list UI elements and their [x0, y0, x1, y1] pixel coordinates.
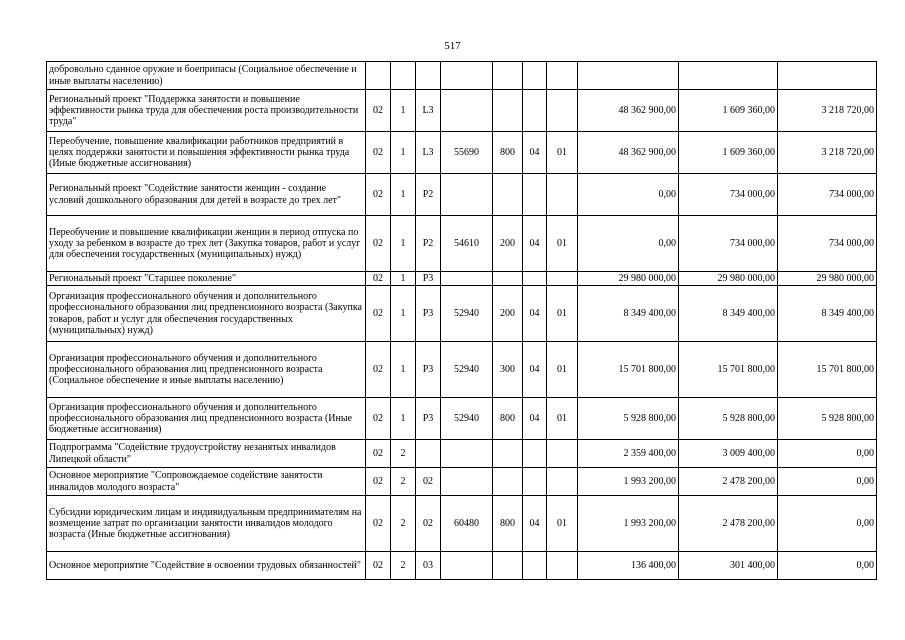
amount-year-3-cell: 0,00: [778, 496, 877, 552]
program-code-cell: 02: [366, 398, 391, 440]
subprogram-code-cell: 1: [391, 216, 416, 272]
expense-type-cell: [493, 468, 523, 496]
subsection-cell: 01: [547, 496, 578, 552]
event-code-cell: [416, 440, 441, 468]
amount-year-2-cell: 301 400,00: [679, 552, 778, 580]
direction-code-cell: 54610: [441, 216, 493, 272]
section-cell: [523, 468, 547, 496]
expense-type-cell: [493, 440, 523, 468]
subprogram-code-cell: 1: [391, 272, 416, 286]
event-code-cell: P3: [416, 342, 441, 398]
row-name-cell: Региональный проект "Содействие занятости женщин - создание условий дошкольного образования для детей в возрасте до трех лет": [47, 174, 366, 216]
page-number: 517: [444, 40, 461, 52]
amount-year-1-cell: 29 980 000,00: [578, 272, 679, 286]
amount-year-1-cell: 1 993 200,00: [578, 496, 679, 552]
subprogram-code-cell: 2: [391, 552, 416, 580]
expense-type-cell: 800: [493, 398, 523, 440]
expense-type-cell: 300: [493, 342, 523, 398]
row-name-cell: Основное мероприятие "Сопровождаемое содействие занятости инвалидов молодого возраста": [47, 468, 366, 496]
program-code-cell: 02: [366, 90, 391, 132]
amount-year-3-cell: 8 349 400,00: [778, 286, 877, 342]
direction-code-cell: [441, 174, 493, 216]
expense-type-cell: [493, 62, 523, 90]
amount-year-1-cell: 1 993 200,00: [578, 468, 679, 496]
expense-type-cell: [493, 90, 523, 132]
table-row: [47, 174, 877, 216]
amount-year-1-cell: 2 359 400,00: [578, 440, 679, 468]
event-code-cell: [416, 62, 441, 90]
subsection-cell: 01: [547, 216, 578, 272]
table-row: [47, 132, 877, 174]
amount-year-1-cell: 8 349 400,00: [578, 286, 679, 342]
direction-code-cell: 52940: [441, 342, 493, 398]
table-row: [47, 90, 877, 132]
amount-year-2-cell: 734 000,00: [679, 216, 778, 272]
row-name-cell: Региональный проект "Поддержка занятости и повышение эффективности рынка труда для обеспечения роста производительности труда": [47, 90, 366, 132]
program-code-cell: 02: [366, 440, 391, 468]
event-code-cell: L3: [416, 90, 441, 132]
event-code-cell: P3: [416, 398, 441, 440]
event-code-cell: P2: [416, 174, 441, 216]
program-code-cell: 02: [366, 272, 391, 286]
table-row: [47, 286, 877, 342]
event-code-cell: 02: [416, 468, 441, 496]
amount-year-3-cell: 3 218 720,00: [778, 90, 877, 132]
table-row: [47, 216, 877, 272]
event-code-cell: P3: [416, 272, 441, 286]
direction-code-cell: [441, 90, 493, 132]
amount-year-2-cell: 2 478 200,00: [679, 496, 778, 552]
subsection-cell: 01: [547, 132, 578, 174]
section-cell: 04: [523, 132, 547, 174]
section-cell: [523, 90, 547, 132]
subsection-cell: 01: [547, 286, 578, 342]
amount-year-2-cell: 734 000,00: [679, 174, 778, 216]
amount-year-2-cell: [679, 62, 778, 90]
table-row: [47, 468, 877, 496]
subsection-cell: [547, 552, 578, 580]
expense-type-cell: 800: [493, 496, 523, 552]
amount-year-3-cell: 15 701 800,00: [778, 342, 877, 398]
program-code-cell: 02: [366, 132, 391, 174]
amount-year-1-cell: 48 362 900,00: [578, 90, 679, 132]
table-row: [47, 342, 877, 398]
table-row: [47, 552, 877, 580]
table-row: [47, 62, 877, 90]
row-name-cell: Переобучение, повышение квалификации работников предприятий в целях поддержки занятости и повышения эффективности рынка труда (Иные бюджетные ассигнования): [47, 132, 366, 174]
amount-year-3-cell: 5 928 800,00: [778, 398, 877, 440]
amount-year-1-cell: 136 400,00: [578, 552, 679, 580]
section-cell: 04: [523, 398, 547, 440]
budget-table: [46, 61, 877, 580]
subsection-cell: [547, 272, 578, 286]
section-cell: 04: [523, 216, 547, 272]
direction-code-cell: 60480: [441, 496, 493, 552]
amount-year-3-cell: 734 000,00: [778, 174, 877, 216]
program-code-cell: 02: [366, 342, 391, 398]
section-cell: 04: [523, 496, 547, 552]
section-cell: [523, 272, 547, 286]
expense-type-cell: [493, 552, 523, 580]
subsection-cell: [547, 468, 578, 496]
subsection-cell: [547, 90, 578, 132]
expense-type-cell: [493, 174, 523, 216]
subprogram-code-cell: 1: [391, 90, 416, 132]
amount-year-2-cell: 29 980 000,00: [679, 272, 778, 286]
program-code-cell: [366, 62, 391, 90]
row-name-cell: Основное мероприятие "Содействие в освоении трудовых обязанностей": [47, 552, 366, 580]
subsection-cell: 01: [547, 398, 578, 440]
subsection-cell: [547, 174, 578, 216]
amount-year-3-cell: [778, 62, 877, 90]
amount-year-3-cell: 0,00: [778, 440, 877, 468]
section-cell: 04: [523, 286, 547, 342]
amount-year-3-cell: 29 980 000,00: [778, 272, 877, 286]
event-code-cell: 03: [416, 552, 441, 580]
subprogram-code-cell: 1: [391, 398, 416, 440]
amount-year-3-cell: 0,00: [778, 468, 877, 496]
section-cell: 04: [523, 342, 547, 398]
expense-type-cell: 200: [493, 216, 523, 272]
program-code-cell: 02: [366, 286, 391, 342]
program-code-cell: 02: [366, 552, 391, 580]
event-code-cell: P3: [416, 286, 441, 342]
subprogram-code-cell: 1: [391, 132, 416, 174]
table-row: [47, 496, 877, 552]
amount-year-2-cell: 1 609 360,00: [679, 132, 778, 174]
amount-year-2-cell: 15 701 800,00: [679, 342, 778, 398]
direction-code-cell: 52940: [441, 398, 493, 440]
subsection-cell: [547, 62, 578, 90]
amount-year-1-cell: 15 701 800,00: [578, 342, 679, 398]
table-body: [47, 62, 877, 580]
event-code-cell: P2: [416, 216, 441, 272]
subsection-cell: [547, 440, 578, 468]
row-name-cell: Переобучение и повышение квалификации женщин в период отпуска по уходу за ребенком в возрасте до трех лет (Закупка товаров, работ и услуг для обеспечения государственных (муниципальных) нужд): [47, 216, 366, 272]
amount-year-2-cell: 5 928 800,00: [679, 398, 778, 440]
program-code-cell: 02: [366, 174, 391, 216]
amount-year-1-cell: 48 362 900,00: [578, 132, 679, 174]
program-code-cell: 02: [366, 216, 391, 272]
amount-year-2-cell: 8 349 400,00: [679, 286, 778, 342]
direction-code-cell: 52940: [441, 286, 493, 342]
row-name-cell: Организация профессионального обучения и дополнительного профессионального образования лиц предпенсионного возраста (Иные бюджетные ассигнования): [47, 398, 366, 440]
row-name-cell: Организация профессионального обучения и дополнительного профессионального образования лиц предпенсионного возраста (Социальное обеспечение и иные выплаты населению): [47, 342, 366, 398]
subprogram-code-cell: 2: [391, 496, 416, 552]
direction-code-cell: [441, 552, 493, 580]
direction-code-cell: [441, 272, 493, 286]
subsection-cell: 01: [547, 342, 578, 398]
row-name-cell: Субсидии юридическим лицам и индивидуальным предпринимателям на возмещение затрат по организации занятости инвалидов молодого возраста (Иные бюджетные ассигнования): [47, 496, 366, 552]
subprogram-code-cell: 1: [391, 174, 416, 216]
row-name-cell: добровольно сданное оружие и боеприпасы (Социальное обеспечение и иные выплаты населению): [47, 62, 366, 90]
table-row: [47, 398, 877, 440]
subprogram-code-cell: 1: [391, 342, 416, 398]
direction-code-cell: 55690: [441, 132, 493, 174]
amount-year-3-cell: 3 218 720,00: [778, 132, 877, 174]
amount-year-3-cell: 0,00: [778, 552, 877, 580]
amount-year-2-cell: 2 478 200,00: [679, 468, 778, 496]
amount-year-1-cell: 5 928 800,00: [578, 398, 679, 440]
row-name-cell: Организация профессионального обучения и дополнительного профессионального образования лиц предпенсионного возраста (Закупка товаров, работ и услуг для обеспечения государственных (муниципальных) нужд): [47, 286, 366, 342]
amount-year-2-cell: 3 009 400,00: [679, 440, 778, 468]
direction-code-cell: [441, 62, 493, 90]
section-cell: [523, 552, 547, 580]
direction-code-cell: [441, 440, 493, 468]
amount-year-1-cell: [578, 62, 679, 90]
expense-type-cell: [493, 272, 523, 286]
direction-code-cell: [441, 468, 493, 496]
row-name-cell: Подпрограмма "Содействие трудоустройству незанятых инвалидов Липецкой области": [47, 440, 366, 468]
subprogram-code-cell: 2: [391, 440, 416, 468]
expense-type-cell: 200: [493, 286, 523, 342]
row-name-cell: Региональный проект "Старшее поколение": [47, 272, 366, 286]
program-code-cell: 02: [366, 496, 391, 552]
expense-type-cell: 800: [493, 132, 523, 174]
amount-year-1-cell: 0,00: [578, 174, 679, 216]
subprogram-code-cell: 1: [391, 286, 416, 342]
amount-year-2-cell: 1 609 360,00: [679, 90, 778, 132]
section-cell: [523, 62, 547, 90]
program-code-cell: 02: [366, 468, 391, 496]
subprogram-code-cell: 2: [391, 468, 416, 496]
event-code-cell: 02: [416, 496, 441, 552]
amount-year-3-cell: 734 000,00: [778, 216, 877, 272]
table-row: [47, 440, 877, 468]
subprogram-code-cell: [391, 62, 416, 90]
table-row: [47, 272, 877, 286]
event-code-cell: L3: [416, 132, 441, 174]
section-cell: [523, 440, 547, 468]
section-cell: [523, 174, 547, 216]
amount-year-1-cell: 0,00: [578, 216, 679, 272]
